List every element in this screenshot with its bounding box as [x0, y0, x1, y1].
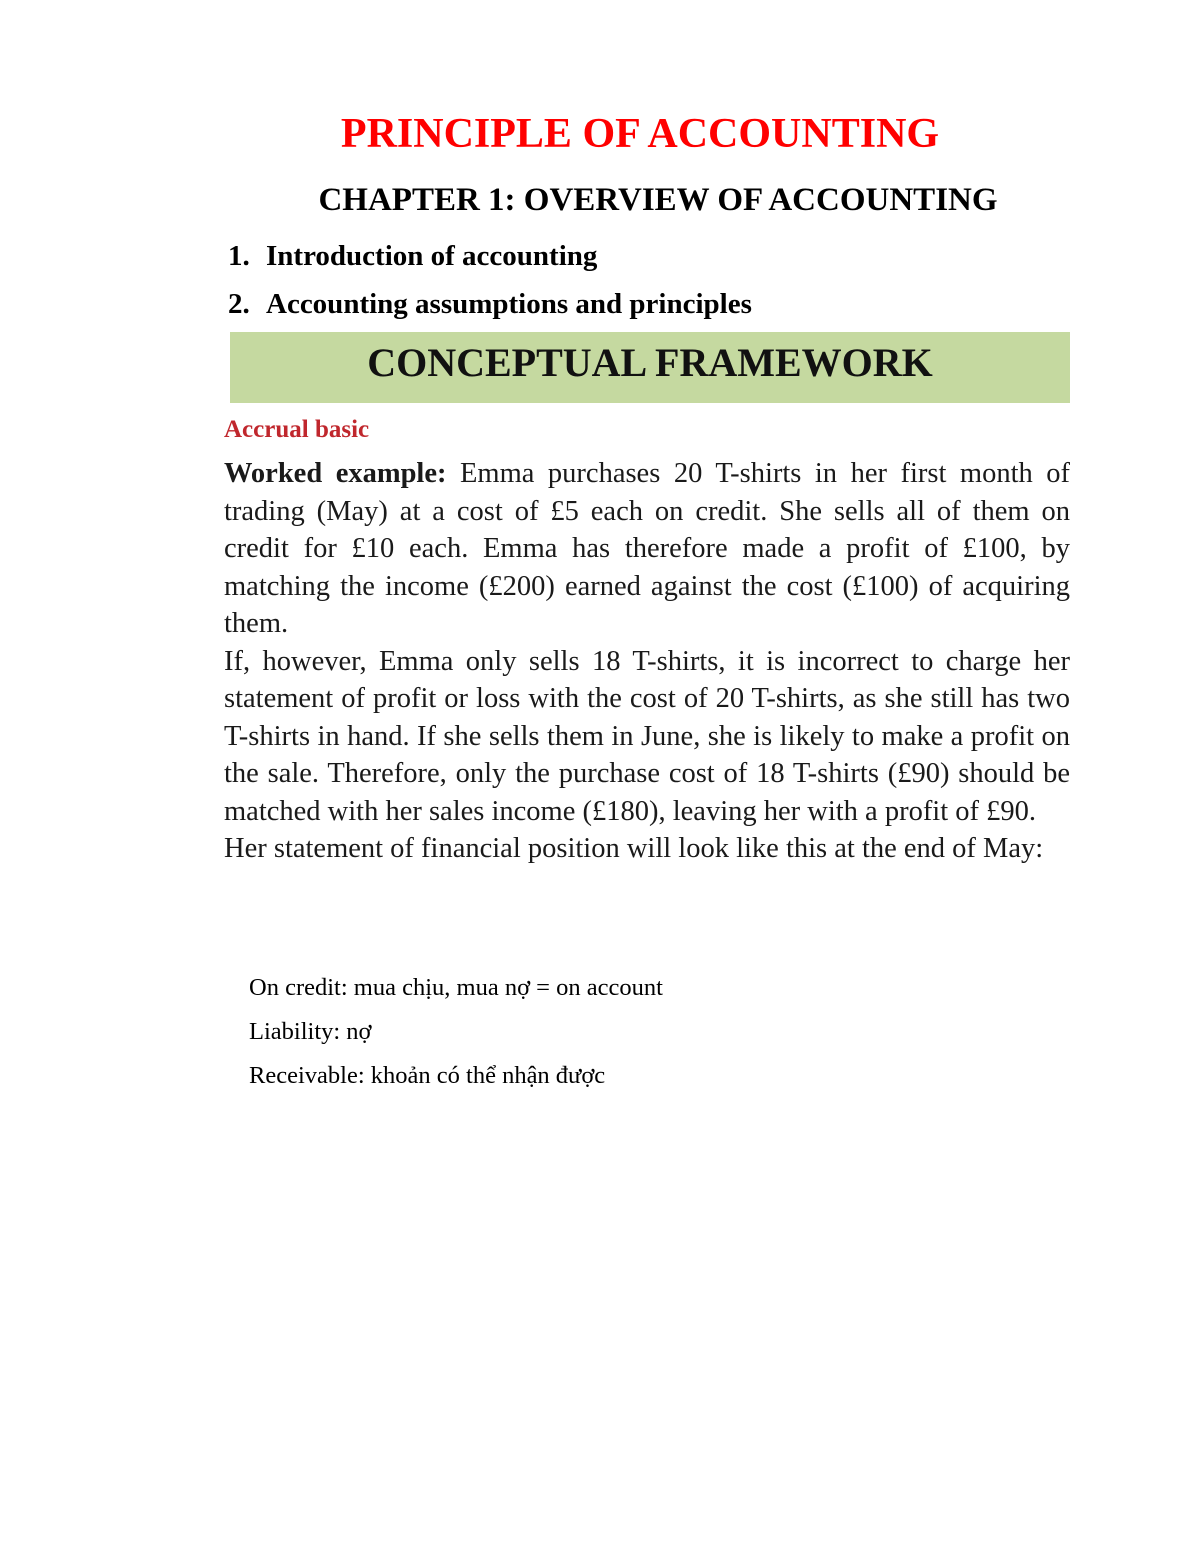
document-title: PRINCIPLE OF ACCOUNTING [340, 111, 940, 157]
conceptual-framework-banner [230, 332, 1070, 403]
worked-example-paragraph: Her statement of financial position will look like this at the end of May: [224, 833, 1044, 864]
outline-item-number: 2. [228, 288, 250, 320]
outline-item-number: 1. [228, 240, 250, 272]
outline-item-text: Introduction of accounting [266, 240, 598, 272]
glossary-item: Receivable: khoản có thể nhận được [249, 1062, 606, 1089]
section-heading: Accrual basic [224, 416, 370, 443]
glossary-item: Liability: nợ [249, 1018, 372, 1045]
outline-item [228, 236, 752, 284]
banner-title: CONCEPTUAL FRAMEWORK [367, 340, 933, 385]
chapter-outline [228, 236, 752, 332]
outline-item-text: Accounting assumptions and principles [266, 288, 752, 320]
worked-example-paragraph: If, however, Emma only sells 18 T-shirts, it is incorrect to charge her statement of profit or loss with the cost of 20 T-shirts, as she still has two T-shirts in hand. If she sells them in June, she is likely to make a profit on the sale. Therefore, only the purchase cost of 18 T-shirts (£90) should be matched with her sales income (£180), leaving her with a profit of £90. [224, 645, 1070, 827]
worked-example [224, 455, 1070, 868]
worked-example-paragraph [224, 455, 1070, 643]
glossary-item: On credit: mua chịu, mua nợ = on account [249, 974, 663, 1001]
glossary-list [249, 970, 663, 1102]
outline-item [228, 284, 752, 332]
chapter-title: CHAPTER 1: OVERVIEW OF ACCOUNTING [318, 182, 998, 218]
worked-example-lead: Worked example: [224, 458, 447, 489]
worked-example-text: Emma purchases 20 T-shirts in her first month of trading (May) at a cost of £5 each on credit. She sells all of them on credit for £10 each. Emma has therefore made a profit of £100, by matching the income (£200) earned against the cost (£100) of acquiring them. [224, 458, 1070, 639]
